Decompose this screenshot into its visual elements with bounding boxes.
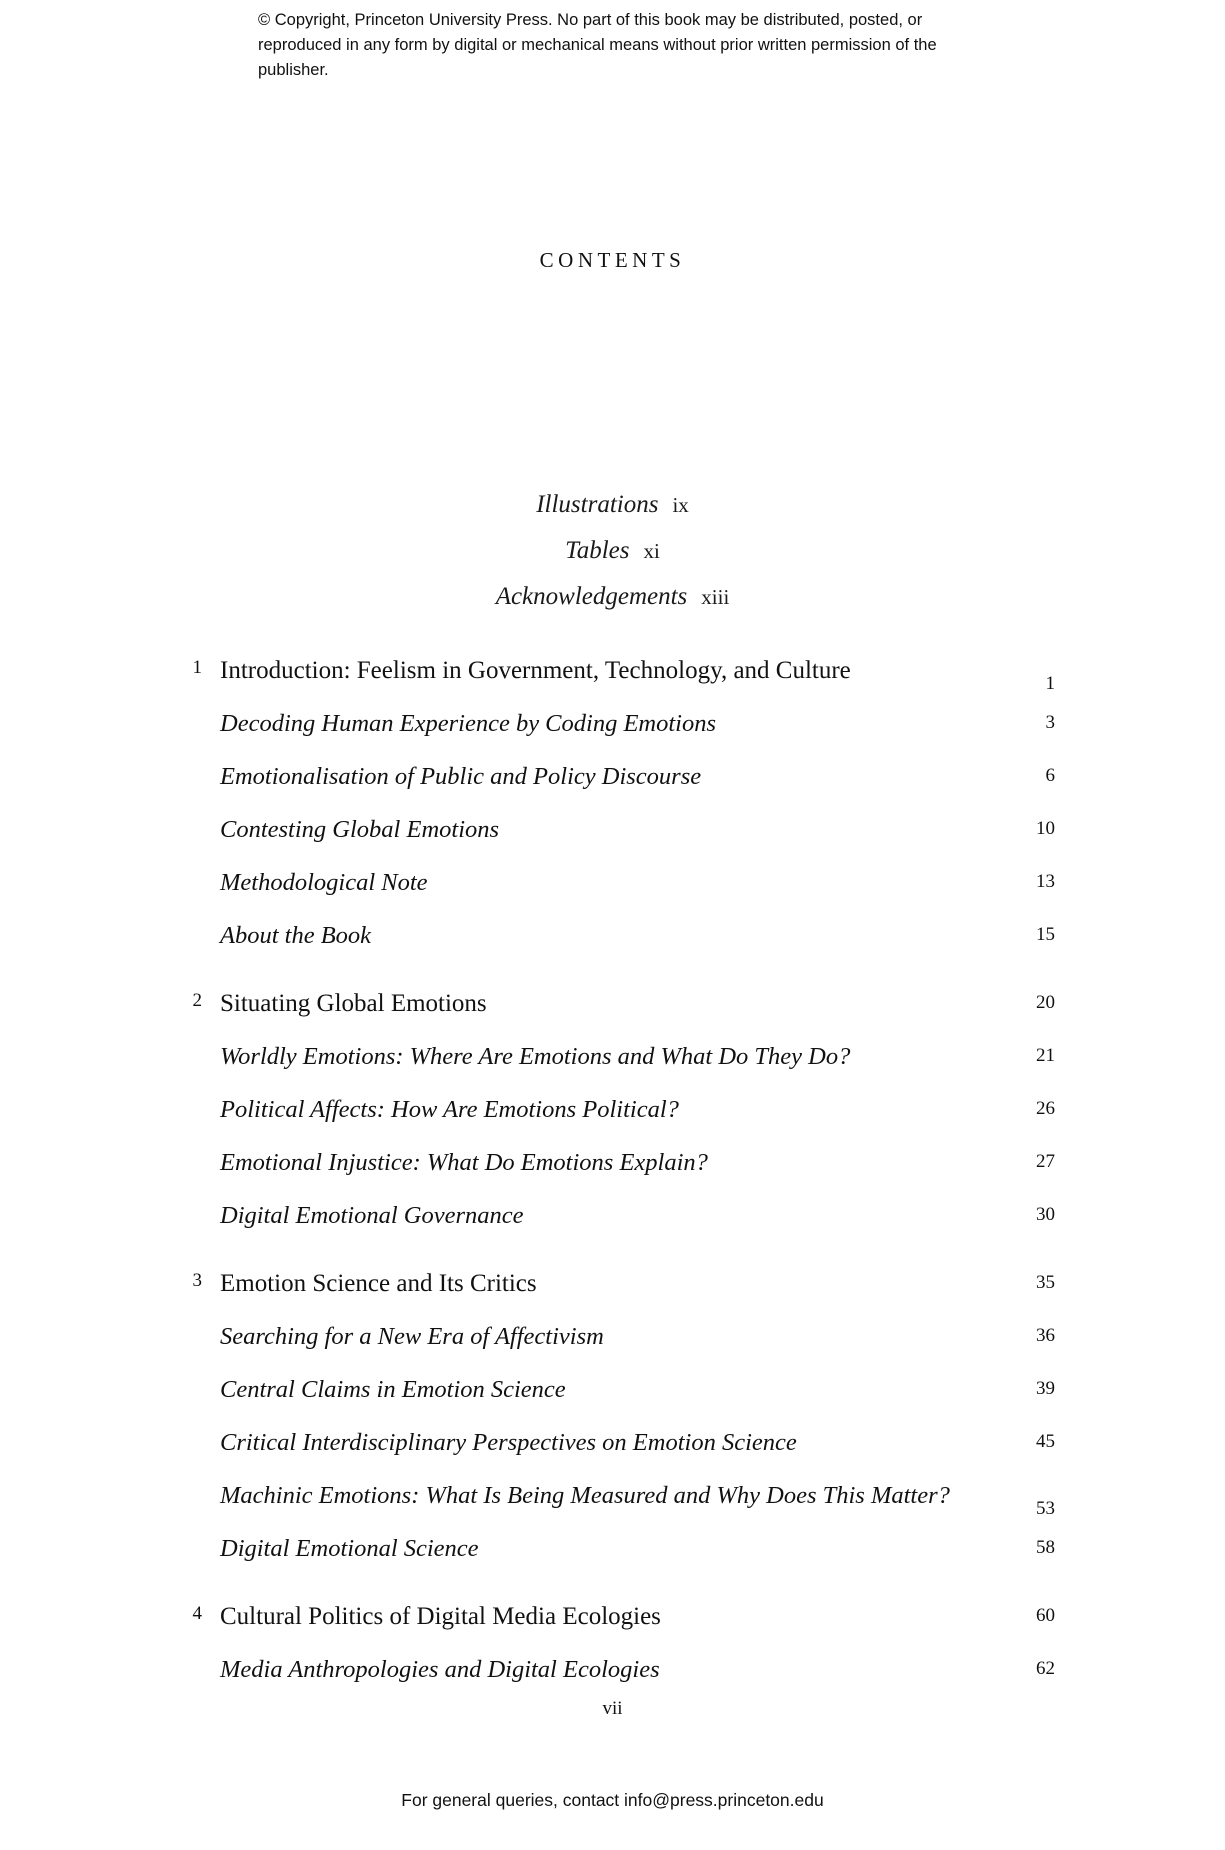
section-title: Political Affects: How Are Emotions Political? — [220, 1096, 679, 1123]
section-page: 27 — [1036, 1151, 1055, 1172]
toc-chapter-entry[interactable] — [0, 1268, 1225, 1312]
section-page: 15 — [1036, 924, 1055, 945]
section-title: Contesting Global Emotions — [220, 816, 500, 843]
toc-section-entry[interactable] — [0, 867, 1225, 911]
section-title: Digital Emotional Science — [220, 1535, 479, 1562]
front-matter-title: Tables — [565, 536, 630, 564]
chapter-number: 4 — [192, 1603, 202, 1624]
chapter-page: 20 — [1036, 992, 1055, 1013]
section-title: Searching for a New Era of Affectivism — [220, 1323, 604, 1350]
toc-section-entry[interactable] — [0, 1654, 1225, 1698]
section-page: 53 — [1036, 1498, 1055, 1519]
section-title: Methodological Note — [220, 869, 428, 896]
toc-section-entry[interactable] — [0, 1480, 1225, 1524]
chapter-number: 1 — [192, 657, 202, 678]
chapter-number: 3 — [192, 1270, 202, 1291]
front-matter-item — [0, 580, 1225, 614]
section-page: 6 — [1045, 765, 1055, 786]
front-matter-item — [0, 534, 1225, 568]
page-title: CONTENTS — [539, 248, 686, 272]
toc-section-entry[interactable] — [0, 1321, 1225, 1365]
toc-chapter-entry[interactable] — [0, 988, 1225, 1032]
section-page: 58 — [1036, 1537, 1055, 1558]
chapter-number: 2 — [192, 990, 202, 1011]
copyright-notice: © Copyright, Princeton University Press. No part of this book may be distributed, posted, or reproduced in any form by digital or mechanical means without prior written permission of the publisher. — [258, 11, 937, 79]
toc-section-entry[interactable] — [0, 1147, 1225, 1191]
section-title: Media Anthropologies and Digital Ecologies — [220, 1656, 660, 1683]
front-matter-item — [0, 488, 1225, 522]
section-title: Machinic Emotions: What Is Being Measured and Why Does This Matter? — [220, 1482, 950, 1509]
chapter-page: 60 — [1036, 1605, 1055, 1626]
front-matter-title: Acknowledgements — [495, 582, 688, 610]
toc-section-entry[interactable] — [0, 1200, 1225, 1244]
chapter-page: 1 — [1045, 673, 1055, 694]
folio-page-number: vii — [602, 1698, 623, 1719]
footer-query-line: For general queries, contact info@press.princeton.edu — [401, 1790, 824, 1810]
section-page: 45 — [1036, 1431, 1055, 1452]
front-matter-list — [0, 488, 1225, 625]
chapter-title: Cultural Politics of Digital Media Ecologies — [220, 1603, 661, 1630]
chapter-block — [0, 1601, 1225, 1698]
section-title: Central Claims in Emotion Science — [220, 1376, 566, 1403]
front-matter-page: xi — [643, 538, 660, 563]
toc-section-entry[interactable] — [0, 814, 1225, 858]
toc-section-entry[interactable] — [0, 920, 1225, 964]
section-page: 3 — [1045, 712, 1055, 733]
toc-section-entry[interactable] — [0, 1041, 1225, 1085]
section-title: Digital Emotional Governance — [220, 1202, 524, 1229]
chapter-block — [0, 655, 1225, 964]
section-page: 62 — [1036, 1658, 1055, 1679]
chapter-block — [0, 988, 1225, 1244]
section-page: 13 — [1036, 871, 1055, 892]
section-page: 21 — [1036, 1045, 1055, 1066]
section-title: Decoding Human Experience by Coding Emotions — [220, 710, 717, 737]
front-matter-page: xiii — [701, 584, 730, 609]
toc-section-entry[interactable] — [0, 1427, 1225, 1471]
toc-section-entry[interactable] — [0, 1533, 1225, 1577]
front-matter-title: Illustrations — [536, 491, 659, 518]
section-page: 26 — [1036, 1098, 1055, 1119]
section-page: 39 — [1036, 1378, 1055, 1399]
front-matter-page: ix — [672, 493, 689, 517]
toc-section-entry[interactable] — [0, 708, 1225, 752]
section-page: 10 — [1036, 818, 1055, 839]
toc-chapter-entry[interactable] — [0, 655, 1225, 699]
toc-section-entry[interactable] — [0, 1374, 1225, 1418]
chapter-title: Introduction: Feelism in Government, Technology, and Culture — [220, 657, 851, 684]
table-of-contents — [0, 655, 1225, 1722]
section-title: About the Book — [220, 922, 372, 949]
section-page: 30 — [1036, 1204, 1055, 1225]
chapter-page: 35 — [1036, 1272, 1055, 1293]
chapter-title: Emotion Science and Its Critics — [220, 1270, 537, 1297]
section-title: Emotional Injustice: What Do Emotions Explain? — [220, 1149, 708, 1176]
toc-section-entry[interactable] — [0, 761, 1225, 805]
section-title: Emotionalisation of Public and Policy Discourse — [220, 763, 702, 790]
toc-chapter-entry[interactable] — [0, 1601, 1225, 1645]
chapter-block — [0, 1268, 1225, 1577]
toc-section-entry[interactable] — [0, 1094, 1225, 1138]
section-title: Worldly Emotions: Where Are Emotions and What Do They Do? — [220, 1043, 851, 1070]
section-page: 36 — [1036, 1325, 1055, 1346]
chapter-title: Situating Global Emotions — [220, 990, 487, 1017]
section-title: Critical Interdisciplinary Perspectives on Emotion Science — [220, 1429, 797, 1456]
